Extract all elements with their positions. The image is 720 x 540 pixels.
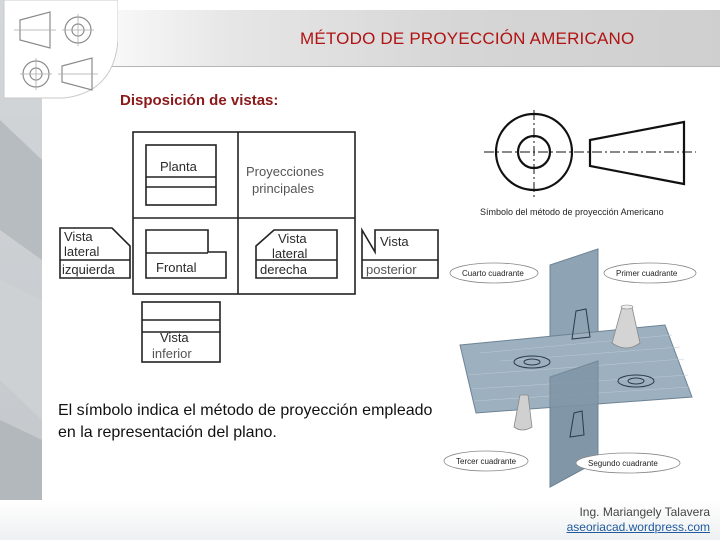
slide-title: MÉTODO DE PROYECCIÓN AMERICANO (300, 29, 635, 48)
label-lateral-izq-3: izquierda (62, 262, 115, 277)
label-posterior-1: Vista (380, 234, 409, 249)
section-subtitle: Disposición de vistas: (120, 92, 279, 109)
credit-block (567, 505, 710, 535)
label-inferior-1: Vista (160, 330, 189, 345)
label-planta: Planta (160, 159, 197, 174)
author-name: Ing. Mariangely Talavera (579, 505, 710, 519)
website-link[interactable]: aseoriacad.wordpress.com (566, 520, 710, 534)
label-segundo-cuadrante: Segundo cuadrante (588, 459, 658, 468)
label-proyecciones: Proyecciones (246, 164, 325, 179)
label-cuarto-cuadrante: Cuarto cuadrante (462, 269, 524, 278)
symbol-caption: Símbolo del método de proyección Americano (480, 207, 664, 217)
label-lateral-izq-2: lateral (64, 244, 100, 259)
label-lateral-der-1: Vista (278, 231, 307, 246)
label-lateral-der-3: derecha (260, 262, 307, 277)
planta-view-box (146, 145, 216, 205)
description-text: El símbolo indica el método de proyección empleado en la representación del plano. (58, 402, 433, 441)
label-primer-cuadrante: Primer cuadrante (616, 269, 678, 278)
label-tercer-cuadrante: Tercer cuadrante (456, 457, 517, 466)
views-arrangement-diagram (50, 120, 445, 370)
label-posterior-2: posterior (366, 262, 417, 277)
cone-top (612, 307, 640, 348)
label-lateral-der-2: lateral (272, 246, 308, 261)
quadrants-planes-figure (440, 235, 705, 497)
label-inferior-2: inferior (152, 346, 192, 361)
projection-logo-icon (2, 0, 118, 100)
label-frontal: Frontal (156, 260, 197, 275)
american-projection-symbol (470, 110, 705, 222)
label-lateral-izq-1: Vista (64, 229, 93, 244)
label-principales: principales (252, 181, 315, 196)
